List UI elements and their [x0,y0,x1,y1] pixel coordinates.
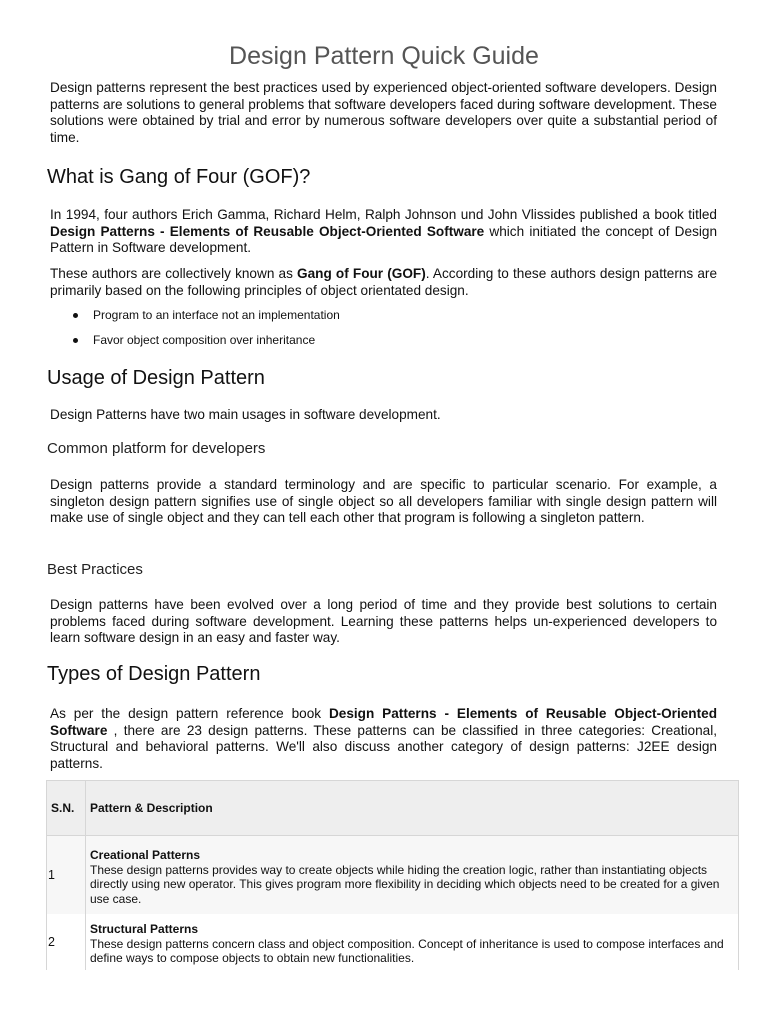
reference-book-bold: Design Patterns - Elements of Reusable Object-Oriented Software [50,706,717,738]
types-paragraph [50,706,717,772]
column-header-description: Pattern & Description [86,781,739,836]
gof-heading: What is Gang of Four (GOF)? [47,166,311,188]
types-p-text: As per the design pattern reference book [50,706,329,721]
gof-paragraph-2 [50,266,717,299]
pattern-name: Structural Patterns [90,922,199,937]
book-title-bold: Design Patterns - Elements of Reusable Object-Oriented Software [50,223,485,239]
gof-paragraph-1 [50,207,717,257]
patterns-table [46,780,739,970]
best-practices-paragraph: Design patterns have been evolved over a long period of time and they provide best solutions to certain problems faced during software development. Learning these patterns helps un-experienced developers to learn software design in an easy and faster way. [50,597,717,646]
table-row [47,914,739,970]
page-title: Design Pattern Quick Guide [229,42,539,70]
bullet-icon [73,338,78,343]
types-heading: Types of Design Pattern [47,663,261,685]
common-platform-paragraph: Design patterns provide a standard terminology and are specific to particular scenario. For example, a singleton design pattern signifies use of single object so all developers familiar with single design pattern will make use of single object and they can tell each other that program is following a singleton pattern. [50,477,717,526]
types-p-text-end: , there are 23 design patterns. These patterns can be classified in three categories: Creational, Structural and behavioral patterns. We'll also discuss another category of design patterns: J2EE design patterns. [50,722,717,771]
table-header-row [47,781,739,836]
table-row [47,836,739,915]
list-item [72,308,340,333]
usage-paragraph: Design Patterns have two main usages in software development. [50,407,441,422]
principles-list [72,308,340,358]
intro-paragraph: Design patterns represent the best practices used by experienced object-oriented software developers. Design patterns are solutions to general problems that software developers faced during software development. These solutions were obtained by trial and error by numerous software developers over quite a substantial period of time. [50,80,717,145]
pattern-name: Creational Patterns [90,848,201,862]
pattern-description: These design patterns concern class and object composition. Concept of inheritance is used to compose interfaces and define ways to compose objects to obtain new functionalities. [90,936,724,966]
row-description [86,836,739,915]
list-item-text: Program to an interface not an implementation [93,308,340,322]
pattern-description: These design patterns provides way to create objects while hiding the creation logic, rather than instantiating objects directly using new operator. This gives program more flexibility in deciding which objects need to be created for a given use case. [90,862,720,906]
gof-p1-text-end: which initiated the concept of Design Pattern in Software development. [50,223,718,256]
usage-heading: Usage of Design Pattern [47,367,265,389]
gof-p1-text: In 1994, four authors Erich Gamma, Richard Helm, Ralph Johnson und John Vlissides published a book titled [50,207,717,222]
gof-p2-text: These authors are collectively known as [50,266,298,281]
row-description [86,914,739,970]
column-header-sn: S.N. [47,781,86,836]
gof-p2-text-end: . According to these authors design patterns are primarily based on the following principles of object orientated design. [50,266,718,298]
list-item-text: Favor object composition over inheritance [93,333,316,347]
row-number: 1 [47,836,86,915]
list-item [72,333,340,358]
gof-name-bold: Gang of Four (GOF) [297,266,426,281]
row-number: 2 [47,914,86,970]
best-practices-heading: Best Practices [47,561,143,578]
common-platform-heading: Common platform for developers [47,440,266,457]
bullet-icon [73,313,78,318]
